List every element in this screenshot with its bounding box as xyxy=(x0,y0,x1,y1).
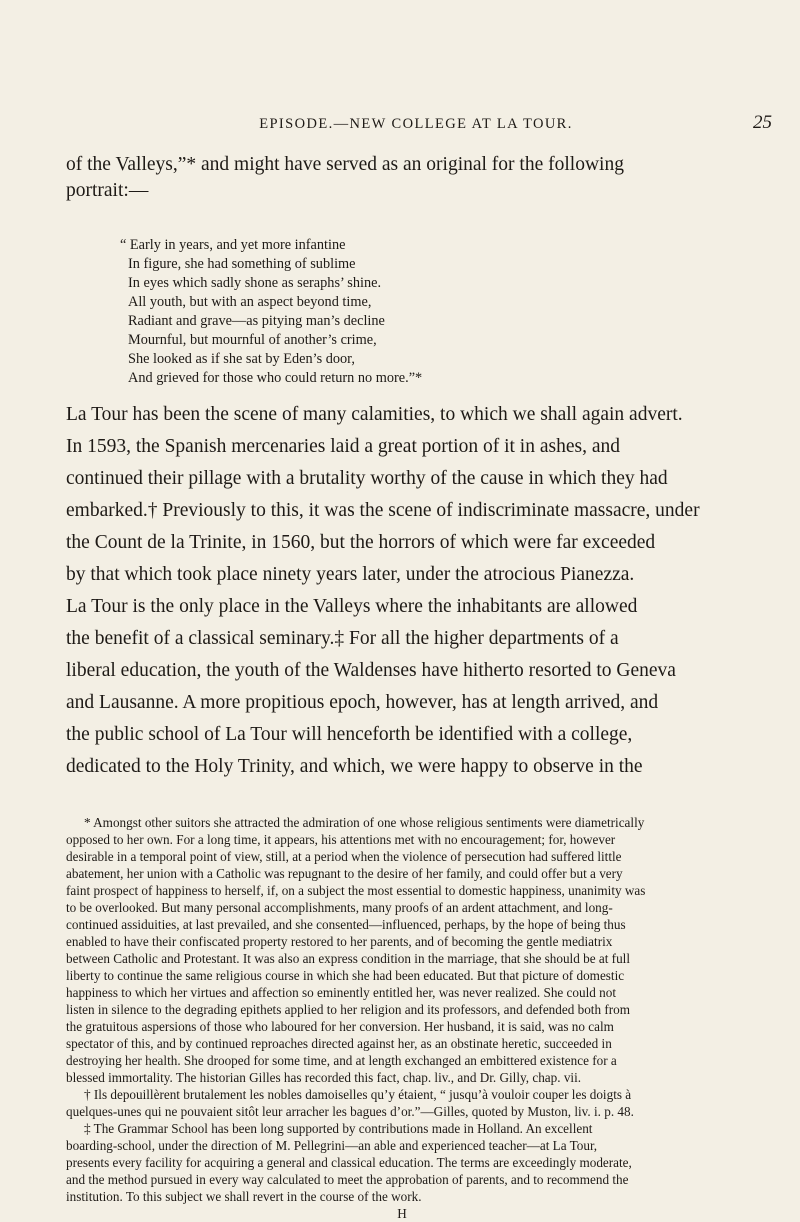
footnote-line: and the method pursued in every way calculated to meet the approbation of parents, and to recommend the xyxy=(66,1172,629,1187)
footnote-line: desirable in a temporal point of view, still, at a period when the violence of persecution had suffered little xyxy=(66,849,622,864)
running-head xyxy=(66,112,772,136)
poem-line: All youth, but with an aspect beyond time, xyxy=(128,294,372,310)
footnote-line: * Amongst other suitors she attracted the admiration of one whose religious sentiments were diametrically xyxy=(84,815,645,830)
footnote-line: opposed to her own. For a long time, it appears, his attentions met with no encouragement; for, however xyxy=(66,832,616,847)
body-line: the Count de la Trinite, in 1560, but the horrors of which were far exceeded xyxy=(66,532,656,553)
signature-mark: H xyxy=(397,1206,407,1221)
running-head-title: EPISODE.—NEW COLLEGE AT LA TOUR. xyxy=(259,116,573,132)
footnote-line: happiness to which her virtues and affection so eminently entitled her, was never realized. She could not xyxy=(66,985,617,1000)
footnote-line: to be overlooked. But many personal accomplishments, many proofs of an ardent attachment, and long- xyxy=(66,900,613,915)
body-line: embarked.† Previously to this, it was the scene of indiscriminate massacre, under xyxy=(66,500,700,521)
poem-line: In eyes which sadly shone as seraphs’ shine. xyxy=(128,275,382,291)
intro-line: of the Valleys,”* and might have served as an original for the following xyxy=(66,154,624,175)
footnote-line: presents every facility for acquiring a general and classical education. The terms are exceedingly moderate, xyxy=(66,1155,632,1170)
poem-line: Mournful, but mournful of another’s crime, xyxy=(128,332,377,348)
footnote-line: boarding-school, under the direction of M. Pellegrini—an able and experienced teacher—at La Tour, xyxy=(66,1138,598,1153)
footnote-line: abatement, her union with a Catholic was repugnant to the desire of her family, and could offer but a very xyxy=(66,866,623,881)
body-line: In 1593, the Spanish mercenaries laid a great portion of it in ashes, and xyxy=(66,436,620,457)
footnote-line: spectator of this, and by continued reproaches directed against her, as an obstinate heretic, succeeded in xyxy=(66,1036,612,1051)
poem-line: And grieved for those who could return no more.”* xyxy=(128,370,423,386)
footnote-line: destroying her health. She drooped for some time, and at length exchanged an embittered existence for a xyxy=(66,1053,617,1068)
body-line: La Tour has been the scene of many calamities, to which we shall again advert. xyxy=(66,404,683,425)
body-line: and Lausanne. A more propitious epoch, however, has at length arrived, and xyxy=(66,692,659,713)
footnote-line: listen in silence to the degrading epithets applied to her religion and its professors, and defended both from xyxy=(66,1002,630,1017)
body-line: the benefit of a classical seminary.‡ For all the higher departments of a xyxy=(66,628,619,649)
footnote-line: blessed immortality. The historian Gilles has recorded this fact, chap. liv., and Dr. Gilly, chap. vii. xyxy=(66,1070,582,1085)
footnote-line: enabled to have their confiscated property restored to her parents, and of becoming the gentle mediatrix xyxy=(66,934,613,949)
footnote-line: ‡ The Grammar School has been long supported by contributions made in Holland. An excellent xyxy=(84,1121,593,1136)
poem-line: She looked as if she sat by Eden’s door, xyxy=(128,351,355,367)
poem-line: “ Early in years, and yet more infantine xyxy=(120,237,346,253)
poem-line: In figure, she had something of sublime xyxy=(128,256,356,272)
poem-line: Radiant and grave—as pitying man’s decline xyxy=(128,313,385,329)
body-line: continued their pillage with a brutality worthy of the cause in which they had xyxy=(66,468,668,489)
body-line: dedicated to the Holy Trinity, and which, we were happy to observe in the xyxy=(66,756,643,777)
body-line: by that which took place ninety years later, under the atrocious Pianezza. xyxy=(66,564,635,585)
body-line: the public school of La Tour will henceforth be identified with a college, xyxy=(66,724,633,745)
body-line: La Tour is the only place in the Valleys where the inhabitants are allowed xyxy=(66,596,638,617)
body-line: liberal education, the youth of the Waldenses have hitherto resorted to Geneva xyxy=(66,660,676,681)
intro-line: portrait:— xyxy=(66,180,149,201)
footnote-line: quelques-unes qui ne pouvaient sitôt leur arracher les bagues d’or.”—Gilles, quoted by Muston, liv. i. p. 48. xyxy=(66,1104,634,1119)
footnote-line: between Catholic and Protestant. It was also an express condition in the marriage, that she should be at full xyxy=(66,951,630,966)
footnote-line: the gratuitous aspersions of those who laboured for her conversion. Her husband, it is said, was no calm xyxy=(66,1019,614,1034)
footnote-line: continued assiduities, at last prevailed, and she consented—influenced, perhaps, by the hope of being thus xyxy=(66,917,626,932)
page-number: 25 xyxy=(753,112,772,133)
footnote-line: faint prospect of happiness to herself, if, on a subject the most essential to domestic happiness, unanimity was xyxy=(66,883,646,898)
footnote-line: institution. To this subject we shall revert in the course of the work. xyxy=(66,1189,422,1204)
footnote-line: liberty to continue the same religious course in which she had been educated. But that picture of domestic xyxy=(66,968,625,983)
footnote-line: † Ils depouillèrent brutalement les nobles damoiselles qu’y étaient, “ jusqu’à vouloir couper les doigts à xyxy=(84,1087,632,1102)
